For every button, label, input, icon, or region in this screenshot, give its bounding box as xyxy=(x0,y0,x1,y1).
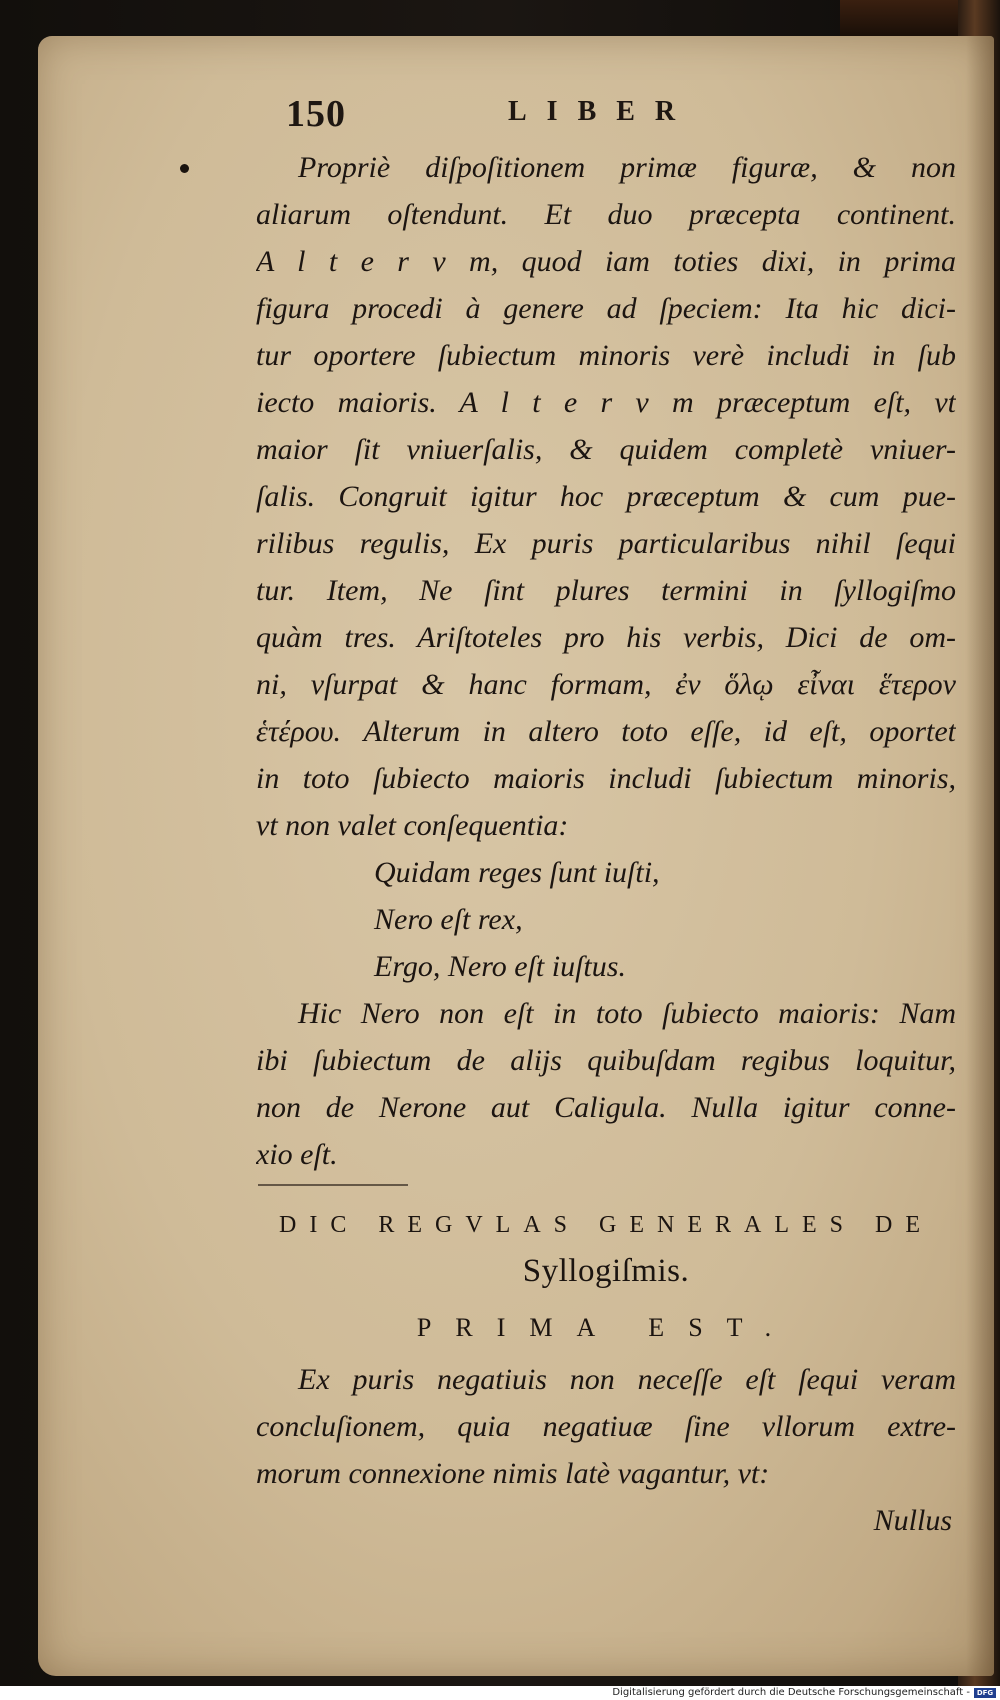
page-number: 150 xyxy=(286,93,346,135)
section-heading-line: Syllogiſmis. xyxy=(522,1253,690,1289)
section-heading xyxy=(256,1204,956,1296)
text-line: xio eſt. xyxy=(256,1138,338,1171)
text-line: ni, vſurpat & hanc formam, ἐν ὅλῳ εἶναι ἕτερον xyxy=(256,668,956,701)
text-line: tur oportere ſubiectum minoris verè includi in ſub xyxy=(256,339,956,372)
text-line: ibi ſubiectum de alijs quibuſdam regibus loquitur, xyxy=(256,1044,956,1077)
catchword: Nullus xyxy=(873,1504,952,1537)
text-line: in toto ſubiecto maioris includi ſubiectum minoris, xyxy=(256,762,956,795)
text-line: figura procedi à genere ad ſpeciem: Ita hic dici- xyxy=(256,292,956,325)
footer-bar xyxy=(0,1686,1000,1700)
dfg-logo-icon: DFG xyxy=(974,1688,996,1698)
text-line: Hic Nero non eſt in toto ſubiecto maioris: Nam xyxy=(298,997,956,1030)
text-line: iecto maioris. A l t e r v m præceptum eſt, vt xyxy=(256,386,956,419)
footer-credit: Digitalisierung gefördert durch die Deutsche Forschungsgemeinschaft - xyxy=(612,1687,970,1698)
book-page xyxy=(38,36,994,1676)
verse-line: Nero eſt rex, xyxy=(374,903,523,936)
running-head xyxy=(38,92,994,142)
text-line: A l t e r v m, quod iam toties dixi, in prima xyxy=(256,245,956,278)
running-title: LIBER xyxy=(508,96,696,127)
text-line: aliarum oſtendunt. Et duo præcepta continent. xyxy=(256,198,956,231)
section-rule xyxy=(258,1184,408,1186)
text-line: quàm tres. Ariſtoteles pro his verbis, Dici de om- xyxy=(256,621,956,654)
text-line: vt non valet conſequentia: xyxy=(256,809,569,842)
text-line: tur. Item, Ne ſint plures termini in ſyllogiſmo xyxy=(256,574,956,607)
text-line: maior ſit vniuerſalis, & quidem completè vniuer- xyxy=(256,433,956,466)
margin-dot xyxy=(180,164,189,173)
text-line: morum connexione nimis latè vagantur, vt: xyxy=(256,1457,770,1490)
text-line: ἑτέρου. Alterum in altero toto eſſe, id eſt, oportet xyxy=(256,715,956,748)
verse-line: Ergo, Nero eſt iuſtus. xyxy=(374,950,626,983)
text-line: non de Nerone aut Caligula. Nulla igitur conne- xyxy=(256,1091,956,1124)
text-line: Propriè diſpoſitionem primæ figuræ, & non xyxy=(298,151,956,184)
text-block xyxy=(256,144,956,1544)
section-heading-line: DIC REGVLAS GENERALES DE xyxy=(279,1212,933,1238)
sub-heading: PRIMA EST. xyxy=(416,1313,796,1342)
text-line: concluſionem, quia negatiuæ ſine vllorum extre- xyxy=(256,1410,956,1443)
text-line: Ex puris negatiuis non neceſſe eſt ſequi veram xyxy=(298,1363,956,1396)
text-line: ſalis. Congruit igitur hoc præceptum & cum pue- xyxy=(256,480,956,513)
text-line: rilibus regulis, Ex puris particularibus nihil ſequi xyxy=(256,527,956,560)
verse-line: Quidam reges ſunt iuſti, xyxy=(374,856,660,889)
